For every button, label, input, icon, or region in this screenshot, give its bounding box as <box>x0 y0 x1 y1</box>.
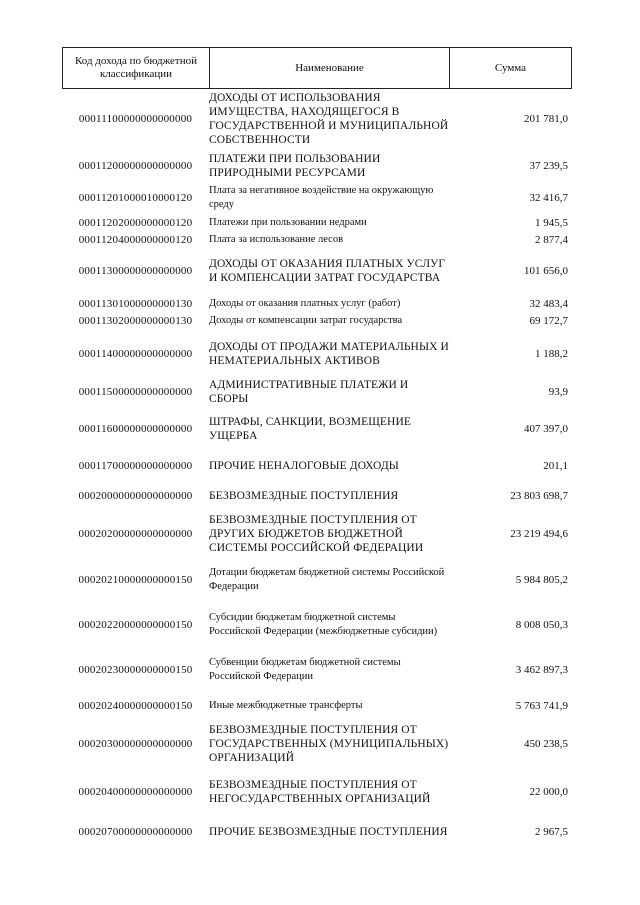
table-row <box>0 698 640 714</box>
table-row <box>0 313 640 329</box>
table-row <box>0 215 640 231</box>
row-sum: 32 416,7 <box>529 192 568 204</box>
row-code: 00020220000000000150 <box>78 619 193 631</box>
row-code: 00020400000000000000 <box>78 786 193 798</box>
row-sum: 1 945,5 <box>535 217 568 229</box>
row-name: ДОХОДЫ ОТ ОКАЗАНИЯ ПЛАТНЫХ УСЛУГ И КОМПЕНСАЦИИ ЗАТРАТ ГОСУДАРСТВА <box>209 258 446 284</box>
table-row <box>0 151 640 181</box>
row-name: Доходы от компенсации затрат государства <box>209 315 403 326</box>
row-sum: 407 397,0 <box>524 423 568 435</box>
header-name: Наименование <box>210 48 450 88</box>
table-row <box>0 511 640 557</box>
row-code: 00020000000000000000 <box>78 490 193 502</box>
row-name: Субвенции бюджетам бюджетной системы Российской Федерации <box>209 657 401 682</box>
table-row <box>0 777 640 807</box>
row-sum: 8 008 050,3 <box>515 619 568 631</box>
row-name: ПРОЧИЕ БЕЗВОЗМЕЗДНЫЕ ПОСТУПЛЕНИЯ <box>209 826 448 838</box>
row-sum: 32 483,4 <box>529 298 568 310</box>
table-row <box>0 414 640 444</box>
row-code: 00020230000000000150 <box>78 664 193 676</box>
row-sum: 23 219 494,6 <box>510 528 568 540</box>
row-name: Субсидии бюджетам бюджетной системы Российской Федерации (межбюджетные субсидии) <box>209 612 438 637</box>
table-row <box>0 565 640 595</box>
row-sum: 23 803 698,7 <box>510 490 568 502</box>
row-code: 00011700000000000000 <box>78 460 193 472</box>
row-sum: 22 000,0 <box>529 786 568 798</box>
row-name: Доходы от оказания платных услуг (работ) <box>209 298 401 309</box>
table-header <box>62 47 572 89</box>
table-row <box>0 458 640 474</box>
table-row <box>0 249 640 293</box>
row-code: 00011302000000000130 <box>78 315 193 327</box>
row-name: АДМИНИСТРАТИВНЫЕ ПЛАТЕЖИ И СБОРЫ <box>209 379 409 405</box>
row-code: 00011400000000000000 <box>78 348 193 360</box>
row-code: 00011100000000000000 <box>78 113 193 125</box>
table-row <box>0 817 640 847</box>
row-code: 00020300000000000000 <box>78 738 193 750</box>
row-sum: 3 462 897,3 <box>515 664 568 676</box>
row-sum: 450 238,5 <box>524 738 568 750</box>
table-row <box>0 183 640 213</box>
row-name: Платежи при пользовании недрами <box>209 217 367 228</box>
row-sum: 2 877,4 <box>535 234 568 246</box>
table-row <box>0 296 640 312</box>
table-row <box>0 339 640 369</box>
row-name: ПРОЧИЕ НЕНАЛОГОВЫЕ ДОХОДЫ <box>209 460 399 472</box>
row-name: ДОХОДЫ ОТ ПРОДАЖИ МАТЕРИАЛЬНЫХ И НЕМАТЕРИАЛЬНЫХ АКТИВОВ <box>209 341 449 367</box>
header-code: Код дохода по бюджетной классификации <box>63 48 210 88</box>
row-code: 00011500000000000000 <box>78 386 193 398</box>
row-code: 00011204000000000120 <box>78 234 193 246</box>
table-row <box>0 602 640 648</box>
row-sum: 101 656,0 <box>524 265 568 277</box>
row-name: БЕЗВОЗМЕЗДНЫЕ ПОСТУПЛЕНИЯ ОТ ДРУГИХ БЮДЖЕТОВ БЮДЖЕТНОЙ СИСТЕМЫ РОССИЙСКОЙ ФЕДЕРАЦИИ <box>209 514 424 554</box>
row-name: ПЛАТЕЖИ ПРИ ПОЛЬЗОВАНИИ ПРИРОДНЫМИ РЕСУРСАМИ <box>209 153 381 179</box>
row-code: 00011200000000000000 <box>78 160 193 172</box>
table-row <box>0 655 640 685</box>
row-name: ДОХОДЫ ОТ ИСПОЛЬЗОВАНИЯ ИМУЩЕСТВА, НАХОДЯЩЕГОСЯ В ГОСУДАРСТВЕННОЙ И МУНИЦИПАЛЬНОЙ СОБСТВЕННОСТИ <box>209 92 449 146</box>
row-code: 00011202000000000120 <box>78 217 193 229</box>
header-sum: Сумма <box>494 61 527 74</box>
row-name: Плата за использование лесов <box>209 234 344 245</box>
row-name: Иные межбюджетные трансферты <box>209 700 363 711</box>
row-code: 00020200000000000000 <box>78 528 193 540</box>
row-sum: 37 239,5 <box>529 160 568 172</box>
table-row <box>0 90 640 148</box>
row-name: БЕЗВОЗМЕЗДНЫЕ ПОСТУПЛЕНИЯ ОТ ГОСУДАРСТВЕННЫХ (МУНИЦИПАЛЬНЫХ) ОРГАНИЗАЦИЙ <box>209 724 449 764</box>
table-row <box>0 488 640 504</box>
row-code: 00020700000000000000 <box>78 826 193 838</box>
table-row <box>0 232 640 248</box>
row-code: 00011300000000000000 <box>78 265 193 277</box>
row-code: 00020210000000000150 <box>78 574 193 586</box>
row-code: 00011201000010000120 <box>78 192 193 204</box>
row-name: БЕЗВОЗМЕЗДНЫЕ ПОСТУПЛЕНИЯ <box>209 490 399 502</box>
table-row <box>0 721 640 767</box>
row-sum: 2 967,5 <box>535 826 568 838</box>
row-sum: 69 172,7 <box>529 315 568 327</box>
row-code: 00011301000000000130 <box>78 298 193 310</box>
row-sum: 93,9 <box>548 386 568 398</box>
row-name: БЕЗВОЗМЕЗДНЫЕ ПОСТУПЛЕНИЯ ОТ НЕГОСУДАРСТВЕННЫХ ОРГАНИЗАЦИЙ <box>209 779 431 805</box>
row-name: Плата за негативное воздействие на окружающую среду <box>209 185 434 210</box>
table-row <box>0 377 640 407</box>
row-sum: 201 781,0 <box>524 113 568 125</box>
row-name: Дотации бюджетам бюджетной системы Российской Федерации <box>209 567 445 592</box>
row-sum: 5 763 741,9 <box>515 700 568 712</box>
row-name: ШТРАФЫ, САНКЦИИ, ВОЗМЕЩЕНИЕ УЩЕРБА <box>209 416 411 442</box>
row-sum: 5 984 805,2 <box>515 574 568 586</box>
row-code: 00011600000000000000 <box>78 423 193 435</box>
row-code: 00020240000000000150 <box>78 700 193 712</box>
row-sum: 201,1 <box>543 460 568 472</box>
row-sum: 1 188,2 <box>535 348 568 360</box>
